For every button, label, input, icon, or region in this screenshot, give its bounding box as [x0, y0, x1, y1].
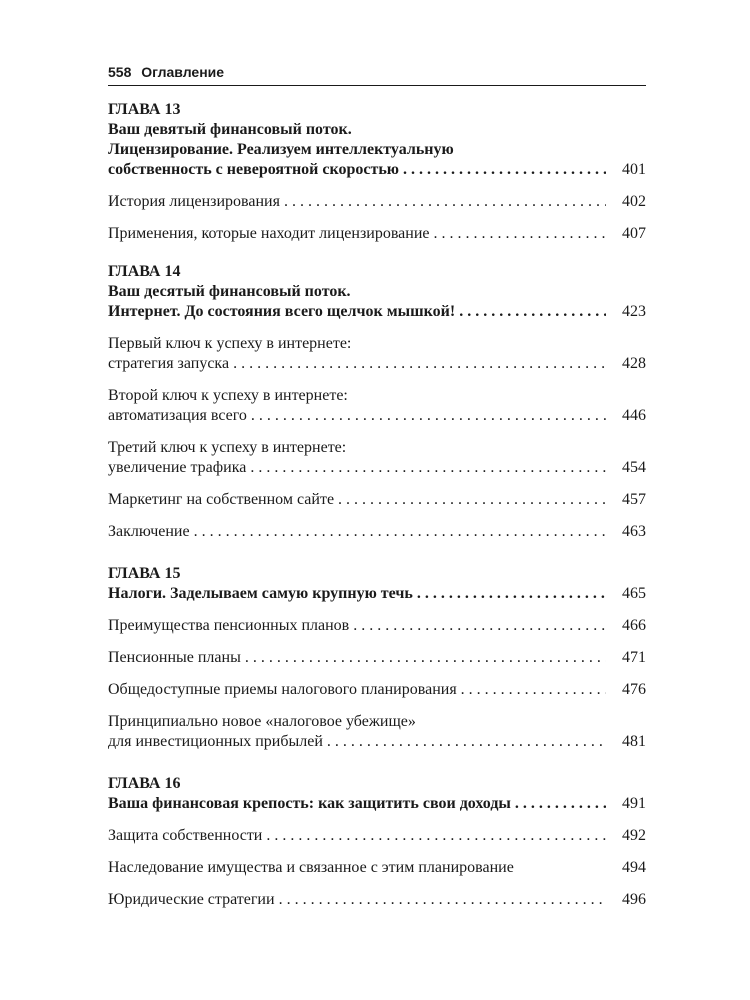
entry-title-text: Применения, которые находит лицензирование [108, 225, 434, 242]
chapter-label: ГЛАВА 15 [108, 565, 181, 582]
entry-title-text: собственность с невероятной скоростью [108, 161, 403, 178]
entry-title [108, 458, 606, 478]
entry-title [108, 732, 606, 752]
entry-title [108, 160, 606, 180]
entry-title [108, 406, 606, 426]
entry-title-text: Юридические стратегии [108, 891, 279, 908]
entry-title-text: Наследование имущества и связанное с этим планирование [108, 859, 518, 876]
entry-page-number: 466 [622, 617, 646, 634]
entry-title-line: Принципиально новое «налоговое убежище» [108, 713, 416, 730]
entry-page-number: 402 [622, 193, 646, 210]
entry-title-text: Налоги. Заделываем самую крупную течь [108, 585, 417, 602]
toc-entry-row [108, 648, 646, 668]
entry-title-text: Общедоступные приемы налогового планирования [108, 681, 461, 698]
entry-title-text: Заключение [108, 523, 194, 540]
toc-entry [108, 522, 646, 542]
entry-title-line: Второй ключ к успеху в интернете: [108, 387, 348, 404]
entry-title [108, 192, 606, 212]
toc-entry-row [108, 858, 646, 878]
toc-entry-row [108, 490, 646, 510]
toc-entry [108, 712, 646, 752]
chapter-heading-entry [108, 302, 646, 322]
chapter-heading-line: Ваш десятый финансовый поток. [108, 283, 351, 300]
chapter-heading-line: Ваш девятый финансовый поток. [108, 121, 352, 138]
toc-entry [108, 680, 646, 700]
entry-title-text: История лицензирования [108, 193, 284, 210]
entry-page-number: 446 [622, 407, 646, 424]
entry-title-line: Третий ключ к успеху в интернете: [108, 439, 347, 456]
chapter-heading-entry [108, 584, 646, 604]
page-number: 558 [108, 64, 132, 80]
toc-entry-row [108, 732, 646, 752]
toc-entry-row [108, 192, 646, 212]
table-of-contents [108, 100, 646, 926]
toc-entry-row [108, 890, 646, 910]
entry-title [108, 858, 606, 878]
toc-entry-row [108, 458, 646, 478]
toc-entry-row [108, 616, 646, 636]
toc-entry-row [108, 826, 646, 846]
chapter-label: ГЛАВА 14 [108, 263, 181, 280]
toc-entry [108, 616, 646, 636]
running-header [108, 63, 646, 86]
entry-title [108, 522, 606, 542]
entry-page-number: 471 [622, 649, 646, 666]
chapter-section [108, 262, 646, 542]
entry-page-number: 491 [622, 795, 646, 812]
entry-page-number: 463 [622, 523, 646, 540]
entry-page-number: 428 [622, 355, 646, 372]
entry-title-text: автоматизация всего [108, 407, 251, 424]
entry-title [108, 794, 606, 814]
chapter-heading-entry [108, 160, 646, 180]
chapter-label: ГЛАВА 13 [108, 101, 181, 118]
entry-title-text: Защита собственности [108, 827, 266, 844]
entry-title-text: стратегия запуска [108, 355, 233, 372]
toc-entry [108, 192, 646, 212]
entry-title [108, 680, 606, 700]
entry-title [108, 826, 606, 846]
entry-title-line: Первый ключ к успеху в интернете: [108, 335, 352, 352]
entry-title [108, 302, 606, 322]
section-title: Оглавление [141, 64, 225, 80]
entry-title [108, 490, 606, 510]
entry-title [108, 224, 606, 244]
chapter-heading-entry [108, 794, 646, 814]
entry-page-number: 494 [622, 859, 646, 876]
entry-page-number: 407 [622, 225, 646, 242]
toc-entry-row [108, 522, 646, 542]
chapter-heading-line: Лицензирование. Реализуем интеллектуальную [108, 141, 454, 158]
entry-title [108, 354, 606, 374]
toc-entry [108, 890, 646, 910]
entry-page-number: 465 [622, 585, 646, 602]
entry-title-text: для инвестиционных прибылей [108, 733, 327, 750]
toc-entry [108, 386, 646, 426]
toc-entry-row [108, 680, 646, 700]
toc-entry [108, 858, 646, 878]
entry-page-number: 457 [622, 491, 646, 508]
chapter-label: ГЛАВА 16 [108, 775, 181, 792]
entry-title-text: Преимущества пенсионных планов [108, 617, 353, 634]
toc-entry [108, 334, 646, 374]
entry-page-number: 423 [622, 303, 646, 320]
entry-title [108, 890, 606, 910]
toc-entry [108, 224, 646, 244]
chapter-section [108, 100, 646, 244]
toc-entry-row [108, 354, 646, 374]
entry-title-text: Пенсионные планы [108, 649, 245, 666]
chapter-section [108, 774, 646, 910]
toc-entry [108, 648, 646, 668]
entry-title-text: Интернет. До состояния всего щелчок мышкой! [108, 303, 459, 320]
entry-page-number: 496 [622, 891, 646, 908]
toc-entry [108, 490, 646, 510]
entry-title [108, 648, 606, 668]
entry-title-text: Маркетинг на собственном сайте [108, 491, 338, 508]
chapter-section [108, 564, 646, 752]
entry-page-number: 476 [622, 681, 646, 698]
entry-page-number: 481 [622, 733, 646, 750]
toc-entry-row [108, 406, 646, 426]
entry-title-text: Ваша финансовая крепость: как защитить свои доходы [108, 795, 515, 812]
toc-entry [108, 438, 646, 478]
entry-page-number: 492 [622, 827, 646, 844]
entry-title [108, 616, 606, 636]
entry-title-text: увеличение трафика [108, 459, 250, 476]
entry-page-number: 401 [622, 161, 646, 178]
toc-entry [108, 826, 646, 846]
toc-entry-row [108, 224, 646, 244]
entry-title [108, 584, 606, 604]
entry-page-number: 454 [622, 459, 646, 476]
